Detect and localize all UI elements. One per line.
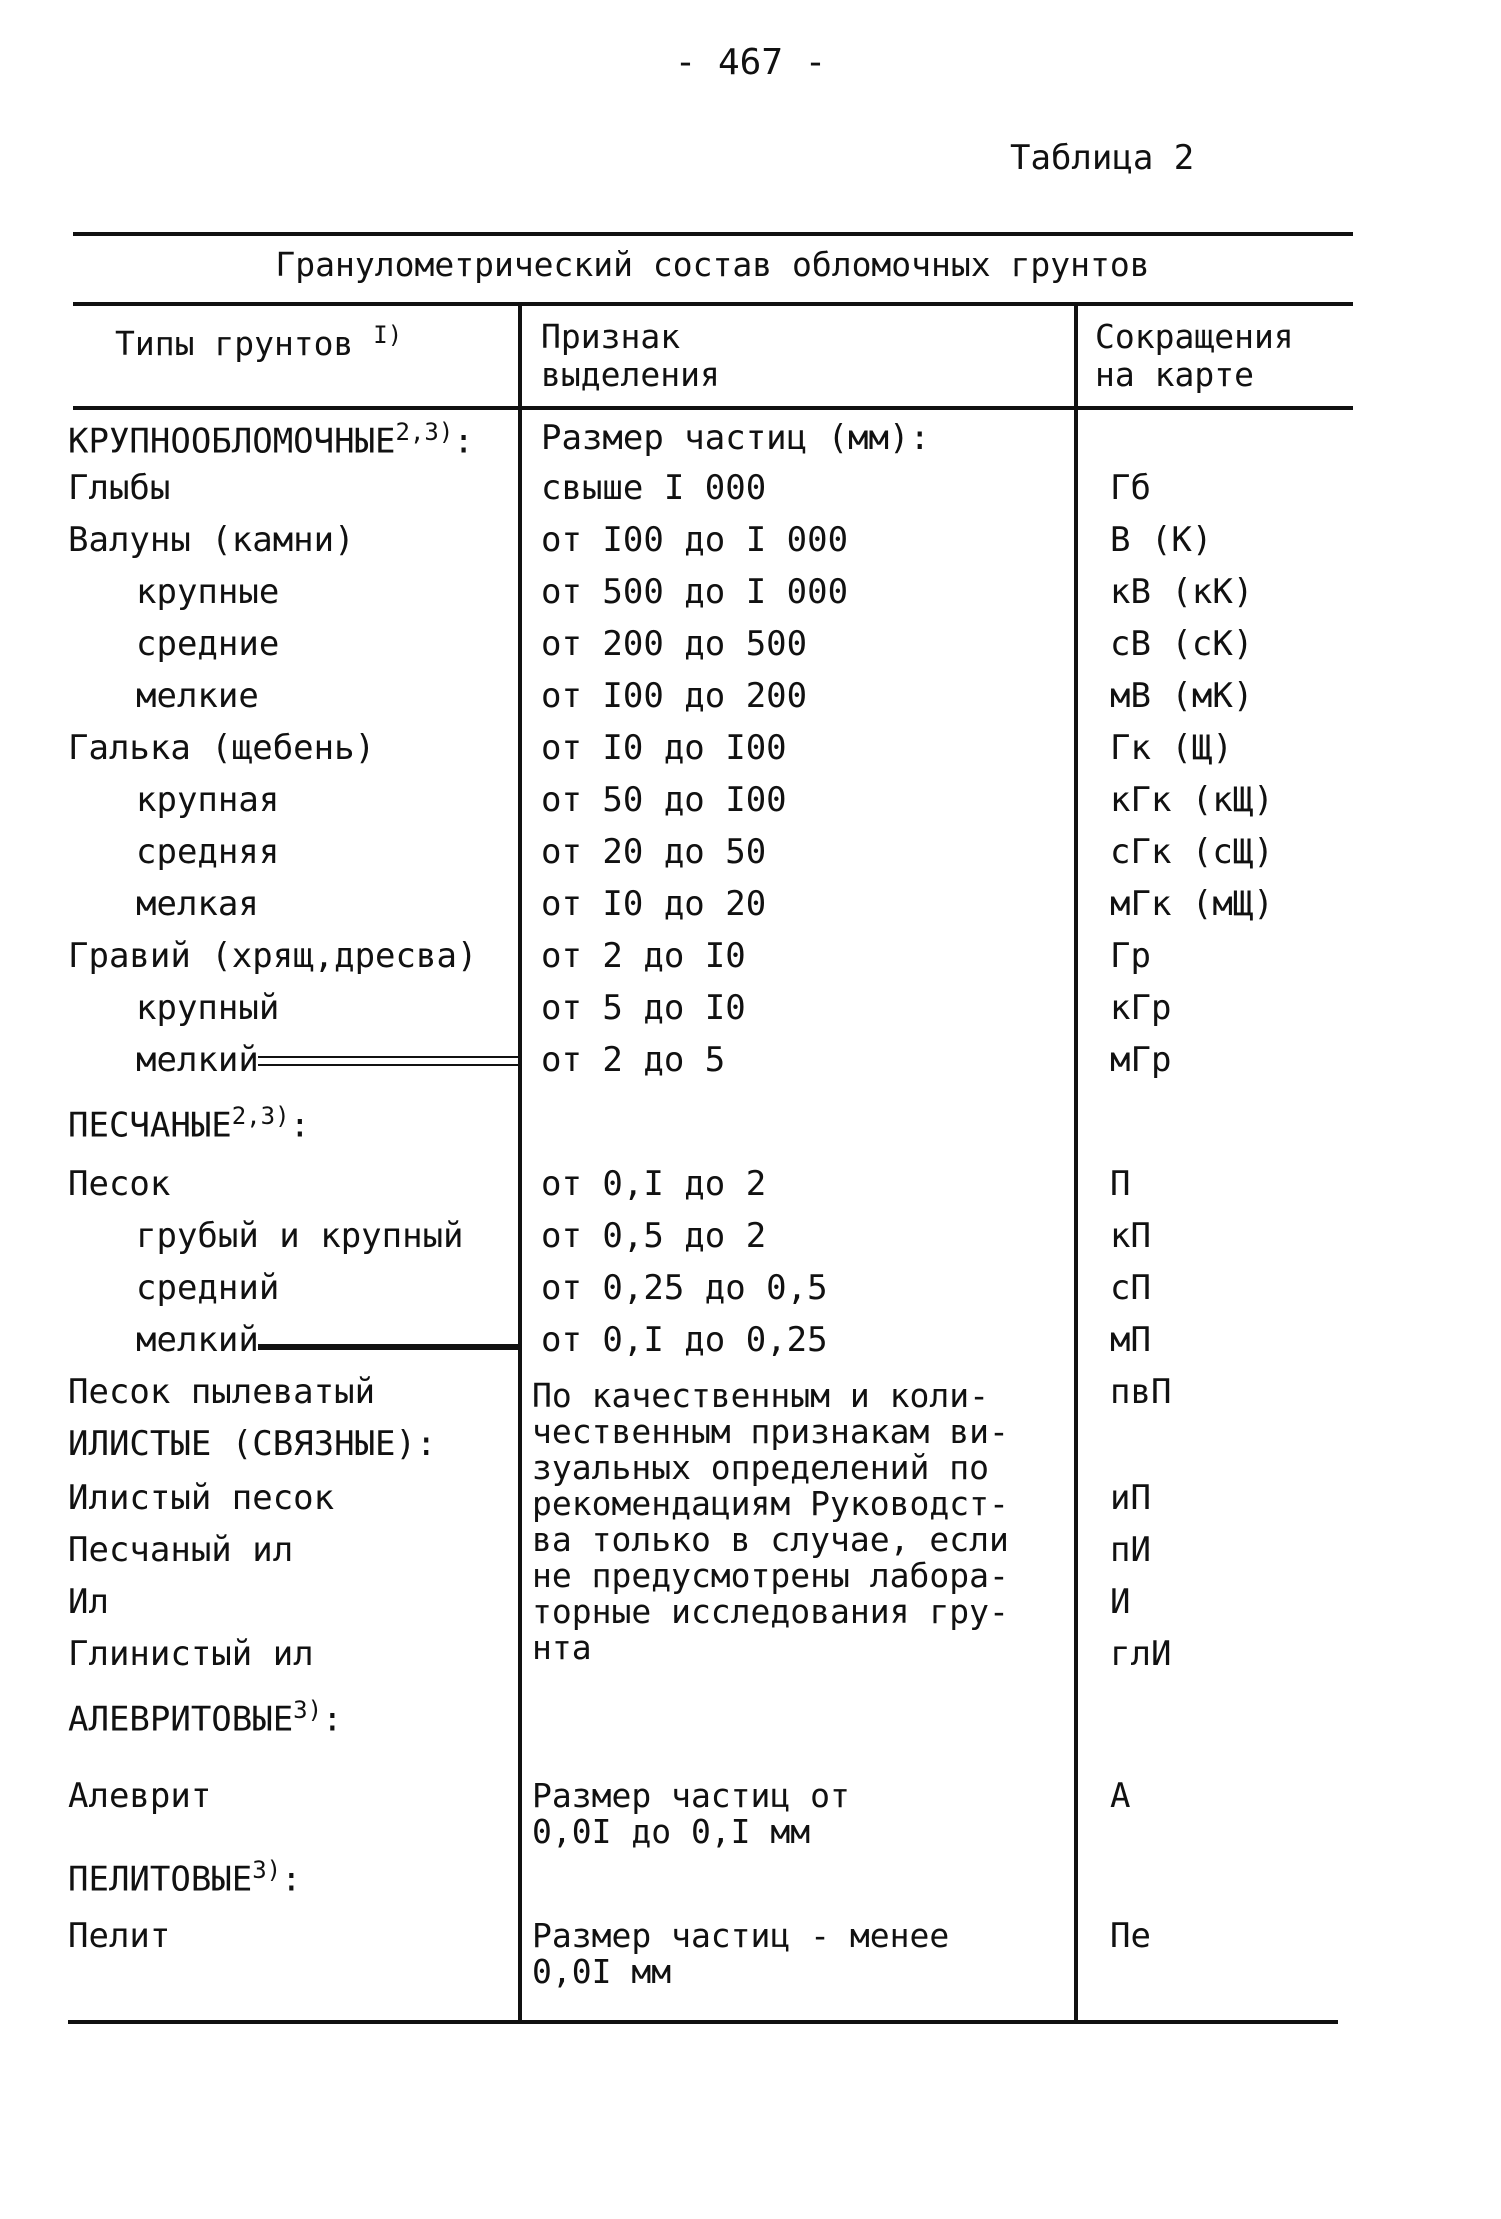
aleurite-sign-line: Размер частиц от — [532, 1776, 850, 1815]
type-cell: мелкий — [136, 1320, 259, 1360]
table-row — [0, 1040, 1501, 1092]
sign-cell: от I0 до 20 — [541, 884, 767, 924]
type-cell: крупная — [136, 780, 280, 820]
header-abbr — [1095, 318, 1294, 394]
page-number: - 467 - — [674, 42, 827, 83]
table-row — [0, 728, 1501, 780]
abbr-cell: В (К) — [1110, 520, 1213, 560]
abbr-cell: кГк (кЩ) — [1110, 780, 1274, 820]
type-suffix: : — [289, 1105, 311, 1146]
sign-cell: от 2 до I0 — [541, 936, 746, 976]
table-row — [0, 988, 1501, 1040]
type-cell: Песок — [68, 1164, 171, 1204]
type-cell: Глинистый ил — [68, 1634, 314, 1674]
type-cell: средняя — [136, 832, 280, 872]
type-cell: Илистый песок — [68, 1478, 335, 1518]
note-line: чественным признакам ви- — [532, 1412, 1009, 1451]
type-cell: крупные — [136, 572, 280, 612]
header-sign-line1: Признак — [541, 317, 681, 356]
type-cell: крупный — [136, 988, 280, 1028]
table-row — [0, 1268, 1501, 1320]
type-cell — [68, 418, 474, 461]
table-row — [0, 468, 1501, 520]
header-abbr-line2: на карте — [1095, 355, 1254, 394]
abbr-cell: П — [1110, 1164, 1131, 1204]
sign-cell: от I00 до I 000 — [541, 520, 849, 560]
sign-cell: Размер частиц (мм): — [541, 418, 930, 458]
table-row — [0, 520, 1501, 572]
type-cell: мелкий — [136, 1040, 259, 1080]
type-cell: Песок пылеватый — [68, 1372, 376, 1412]
sign-cell: от I00 до 200 — [541, 676, 808, 716]
table-bottom-rule — [68, 2020, 1338, 2024]
sign-cell: от 5 до I0 — [541, 988, 746, 1028]
type-text: КРУПНООБЛОМОЧНЫЕ — [68, 421, 396, 462]
sign-cell: от 20 до 50 — [541, 832, 767, 872]
table-row — [0, 1856, 1501, 1908]
type-cell: ИЛИСТЫЕ (СВЯЗНЫЕ): — [68, 1424, 437, 1464]
table-top-rule — [73, 232, 1353, 236]
type-footnote: 2,3) — [231, 1102, 290, 1130]
note-line: ва только в случае, если — [532, 1520, 1009, 1559]
table-row — [0, 1320, 1501, 1372]
header-type — [115, 316, 402, 363]
abbr-cell: сВ (сК) — [1110, 624, 1254, 664]
abbr-cell: сГк (сЩ) — [1110, 832, 1274, 872]
type-cell — [68, 1856, 302, 1899]
table-row — [0, 572, 1501, 624]
type-cell: Пелит — [68, 1916, 171, 1956]
header-rule — [73, 406, 1353, 410]
note-line: не предусмотрены лабора- — [532, 1556, 1009, 1595]
header-sign — [541, 318, 720, 394]
note-line: торные исследования гру- — [532, 1592, 1009, 1631]
type-cell: Валуны (камни) — [68, 520, 355, 560]
sign-cell: от 200 до 500 — [541, 624, 808, 664]
table-label: Таблица 2 — [1010, 138, 1195, 178]
sign-cell: от 0,I до 0,25 — [541, 1320, 828, 1360]
table-row — [0, 936, 1501, 988]
abbr-cell: кВ (кК) — [1110, 572, 1254, 612]
abbr-cell: кП — [1110, 1216, 1151, 1256]
header-type-label: Типы грунтов — [115, 324, 354, 363]
table-row — [0, 418, 1501, 470]
type-cell — [68, 1696, 343, 1739]
abbr-cell: мГр — [1110, 1040, 1172, 1080]
abbr-cell: глИ — [1110, 1634, 1172, 1674]
type-cell: Гравий (хрящ,дресва) — [68, 936, 478, 976]
type-suffix: : — [322, 1699, 343, 1740]
header-abbr-line1: Сокращения — [1095, 317, 1294, 356]
table-row — [0, 780, 1501, 832]
note-line: рекомендациям Руководст- — [532, 1484, 1009, 1523]
table-caption: Гранулометрический состав обломочных грунтов — [275, 245, 1150, 284]
table-row — [0, 1102, 1501, 1154]
type-cell: Глыбы — [68, 468, 171, 508]
table-row — [0, 624, 1501, 676]
qualitative-note — [532, 1378, 1009, 1666]
type-footnote: 2,3) — [395, 418, 454, 446]
abbr-cell: Гр — [1110, 936, 1151, 976]
type-cell: Галька (щебень) — [68, 728, 376, 768]
table-row — [0, 1696, 1501, 1748]
abbr-cell: сП — [1110, 1268, 1151, 1308]
sign-cell: от 0,5 до 2 — [541, 1216, 767, 1256]
type-text: АЛЕВРИТОВЫЕ — [68, 1699, 294, 1740]
type-cell: Алеврит — [68, 1776, 212, 1816]
sign-cell: от 500 до I 000 — [541, 572, 849, 612]
abbr-cell: иП — [1110, 1478, 1151, 1518]
abbr-cell: пвП — [1110, 1372, 1172, 1412]
abbr-cell: И — [1110, 1582, 1131, 1622]
sign-cell: от 50 до I00 — [541, 780, 787, 820]
table-row — [0, 1216, 1501, 1268]
note-line: нта — [532, 1628, 592, 1667]
type-cell — [68, 1102, 310, 1145]
type-suffix: : — [453, 421, 474, 462]
abbr-cell: Пе — [1110, 1916, 1151, 1956]
abbr-cell: мП — [1110, 1320, 1151, 1360]
aleurite-sign-line: 0,0I до 0,I мм — [532, 1812, 811, 1851]
abbr-cell: пИ — [1110, 1530, 1151, 1570]
abbr-cell: А — [1110, 1776, 1131, 1816]
aleurite-sign — [532, 1778, 850, 1850]
pelite-sign-line: Размер частиц - менее — [532, 1916, 950, 1955]
table-row — [0, 676, 1501, 728]
pelite-sign — [532, 1918, 949, 1990]
note-line: зуальных определений по — [532, 1448, 989, 1487]
table-row — [0, 1164, 1501, 1216]
abbr-cell: кГр — [1110, 988, 1172, 1028]
sign-cell: от 0,I до 2 — [541, 1164, 767, 1204]
type-suffix: : — [281, 1859, 302, 1900]
caption-rule — [73, 302, 1353, 306]
type-footnote: 3) — [252, 1856, 282, 1884]
abbr-cell: Гк (Щ) — [1110, 728, 1233, 768]
note-line: По качественным и коли- — [532, 1376, 989, 1415]
pelite-sign-line: 0,0I мм — [532, 1952, 672, 1991]
type-text: ПЕСЧАНЫЕ — [68, 1105, 232, 1146]
header-type-footnote: I) — [373, 321, 403, 349]
abbr-cell: мГк (мЩ) — [1110, 884, 1274, 924]
type-footnote: 3) — [293, 1696, 323, 1724]
type-cell: Ил — [68, 1582, 109, 1622]
type-cell: грубый и крупный — [136, 1216, 464, 1256]
sign-cell: свыше I 000 — [541, 468, 767, 508]
table-row — [0, 884, 1501, 936]
sign-cell: от 2 до 5 — [541, 1040, 726, 1080]
header-sign-line2: выделения — [541, 355, 720, 394]
type-cell: Песчаный ил — [68, 1530, 294, 1570]
abbr-cell: Гб — [1110, 468, 1151, 508]
abbr-cell: мВ (мК) — [1110, 676, 1254, 716]
type-cell: средний — [136, 1268, 280, 1308]
type-cell: мелкие — [136, 676, 259, 716]
type-cell: мелкая — [136, 884, 259, 924]
sign-cell: от 0,25 до 0,5 — [541, 1268, 828, 1308]
sign-cell: от I0 до I00 — [541, 728, 787, 768]
type-cell: средние — [136, 624, 280, 664]
type-text: ПЕЛИТОВЫЕ — [68, 1859, 253, 1900]
table-row — [0, 832, 1501, 884]
